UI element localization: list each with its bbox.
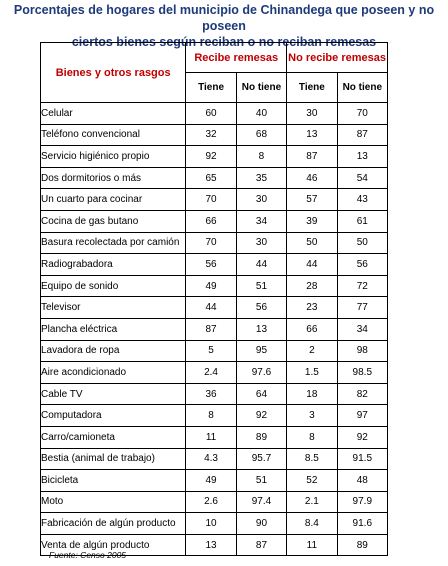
recibe-tiene-cell: 60	[186, 103, 236, 125]
recibe-no-tiene-cell: 56	[236, 297, 286, 319]
recibe-tiene-cell: 13	[186, 534, 236, 556]
recibe-no-tiene-cell: 44	[236, 254, 286, 276]
table-row	[41, 189, 388, 211]
row-label: Plancha eléctrica	[41, 318, 186, 340]
data-table	[40, 42, 388, 556]
subheader-tiene-2: Tiene	[287, 73, 337, 103]
no-recibe-tiene-cell: 2	[287, 340, 337, 362]
recibe-tiene-cell: 65	[186, 167, 236, 189]
no-recibe-no-tiene-cell: 82	[337, 383, 387, 405]
no-recibe-tiene-cell: 1.5	[287, 362, 337, 384]
recibe-tiene-cell: 49	[186, 275, 236, 297]
recibe-no-tiene-cell: 51	[236, 470, 286, 492]
no-recibe-no-tiene-cell: 89	[337, 534, 387, 556]
no-recibe-no-tiene-cell: 50	[337, 232, 387, 254]
recibe-no-tiene-cell: 35	[236, 167, 286, 189]
no-recibe-tiene-cell: 13	[287, 124, 337, 146]
table-row	[41, 210, 388, 232]
no-recibe-tiene-cell: 39	[287, 210, 337, 232]
label-column-header: Bienes y otros rasgos	[41, 43, 186, 103]
recibe-tiene-cell: 11	[186, 426, 236, 448]
title-line-1: Porcentajes de hogares del municipio de Chinandega que poseen y no poseen	[13, 3, 435, 33]
table-row	[41, 513, 388, 535]
no-recibe-tiene-cell: 87	[287, 146, 337, 168]
recibe-no-tiene-cell: 8	[236, 146, 286, 168]
no-recibe-tiene-cell: 23	[287, 297, 337, 319]
no-recibe-tiene-cell: 66	[287, 318, 337, 340]
no-recibe-no-tiene-cell: 56	[337, 254, 387, 276]
table-row	[41, 103, 388, 125]
row-label: Moto	[41, 491, 186, 513]
table-row	[41, 470, 388, 492]
no-recibe-tiene-cell: 3	[287, 405, 337, 427]
table-row	[41, 362, 388, 384]
recibe-tiene-cell: 44	[186, 297, 236, 319]
table-row	[41, 167, 388, 189]
recibe-no-tiene-cell: 92	[236, 405, 286, 427]
row-label: Basura recolectada por camión	[41, 232, 186, 254]
table-row	[41, 448, 388, 470]
row-label: Televisor	[41, 297, 186, 319]
no-recibe-no-tiene-cell: 13	[337, 146, 387, 168]
subheader-no-tiene-1: No tiene	[236, 73, 286, 103]
recibe-no-tiene-cell: 90	[236, 513, 286, 535]
row-label: Lavadora de ropa	[41, 340, 186, 362]
recibe-no-tiene-cell: 97.4	[236, 491, 286, 513]
no-recibe-no-tiene-cell: 91.5	[337, 448, 387, 470]
no-recibe-no-tiene-cell: 72	[337, 275, 387, 297]
recibe-tiene-cell: 8	[186, 405, 236, 427]
no-recibe-tiene-cell: 2.1	[287, 491, 337, 513]
table-row	[41, 340, 388, 362]
recibe-no-tiene-cell: 51	[236, 275, 286, 297]
table-row	[41, 491, 388, 513]
recibe-tiene-cell: 10	[186, 513, 236, 535]
row-label: Celular	[41, 103, 186, 125]
row-label: Servicio higiénico propio	[41, 146, 186, 168]
no-recibe-no-tiene-cell: 97	[337, 405, 387, 427]
recibe-tiene-cell: 70	[186, 232, 236, 254]
no-recibe-tiene-cell: 57	[287, 189, 337, 211]
table-row	[41, 426, 388, 448]
no-recibe-tiene-cell: 18	[287, 383, 337, 405]
row-label: Carro/camioneta	[41, 426, 186, 448]
no-recibe-no-tiene-cell: 43	[337, 189, 387, 211]
recibe-tiene-cell: 56	[186, 254, 236, 276]
recibe-tiene-cell: 32	[186, 124, 236, 146]
row-label: Venta de algún producto	[41, 534, 186, 556]
no-recibe-no-tiene-cell: 98.5	[337, 362, 387, 384]
table-row	[41, 124, 388, 146]
table-row	[41, 275, 388, 297]
no-recibe-tiene-cell: 30	[287, 103, 337, 125]
no-recibe-no-tiene-cell: 34	[337, 318, 387, 340]
no-recibe-no-tiene-cell: 97.9	[337, 491, 387, 513]
row-label: Fabricación de algún producto	[41, 513, 186, 535]
no-recibe-tiene-cell: 28	[287, 275, 337, 297]
recibe-tiene-cell: 70	[186, 189, 236, 211]
recibe-no-tiene-cell: 30	[236, 232, 286, 254]
no-recibe-tiene-cell: 44	[287, 254, 337, 276]
row-label: Aire acondicionado	[41, 362, 186, 384]
recibe-tiene-cell: 36	[186, 383, 236, 405]
no-recibe-tiene-cell: 52	[287, 470, 337, 492]
subheader-no-tiene-2: No tiene	[337, 73, 387, 103]
recibe-tiene-cell: 49	[186, 470, 236, 492]
no-recibe-tiene-cell: 8.5	[287, 448, 337, 470]
recibe-no-tiene-cell: 40	[236, 103, 286, 125]
row-label: Teléfono convencional	[41, 124, 186, 146]
source-note: Fuente: Censo 2005	[49, 550, 127, 560]
subheader-tiene-1: Tiene	[186, 73, 236, 103]
recibe-tiene-cell: 4.3	[186, 448, 236, 470]
recibe-tiene-cell: 2.4	[186, 362, 236, 384]
no-recibe-no-tiene-cell: 98	[337, 340, 387, 362]
recibe-tiene-cell: 5	[186, 340, 236, 362]
row-label: Dos dormitorios o más	[41, 167, 186, 189]
row-label: Cocina de gas butano	[41, 210, 186, 232]
no-recibe-no-tiene-cell: 70	[337, 103, 387, 125]
recibe-no-tiene-cell: 30	[236, 189, 286, 211]
row-label: Un cuarto para cocinar	[41, 189, 186, 211]
no-recibe-no-tiene-cell: 91.6	[337, 513, 387, 535]
table-row	[41, 146, 388, 168]
no-recibe-tiene-cell: 50	[287, 232, 337, 254]
recibe-tiene-cell: 87	[186, 318, 236, 340]
recibe-no-tiene-cell: 95	[236, 340, 286, 362]
no-recibe-no-tiene-cell: 77	[337, 297, 387, 319]
no-recibe-tiene-cell: 8.4	[287, 513, 337, 535]
table-body	[41, 103, 388, 556]
table-row	[41, 297, 388, 319]
row-label: Cable TV	[41, 383, 186, 405]
no-recibe-tiene-cell: 8	[287, 426, 337, 448]
title-line-2: ciertos bienes según reciban o no reciban remesas	[71, 35, 377, 49]
row-label: Bicicleta	[41, 470, 186, 492]
row-label: Bestia (animal de trabajo)	[41, 448, 186, 470]
group-header-recibe: Recibe remesas	[186, 43, 287, 73]
no-recibe-no-tiene-cell: 54	[337, 167, 387, 189]
table-row	[41, 405, 388, 427]
no-recibe-no-tiene-cell: 87	[337, 124, 387, 146]
no-recibe-tiene-cell: 46	[287, 167, 337, 189]
recibe-no-tiene-cell: 13	[236, 318, 286, 340]
recibe-no-tiene-cell: 87	[236, 534, 286, 556]
table-row	[41, 254, 388, 276]
recibe-tiene-cell: 2.6	[186, 491, 236, 513]
recibe-no-tiene-cell: 97.6	[236, 362, 286, 384]
no-recibe-no-tiene-cell: 48	[337, 470, 387, 492]
row-label: Computadora	[41, 405, 186, 427]
row-label: Radiograbadora	[41, 254, 186, 276]
group-header-no-recibe: No recibe remesas	[287, 43, 388, 73]
recibe-no-tiene-cell: 89	[236, 426, 286, 448]
recibe-no-tiene-cell: 95.7	[236, 448, 286, 470]
table-row	[41, 383, 388, 405]
table-row	[41, 318, 388, 340]
recibe-no-tiene-cell: 34	[236, 210, 286, 232]
no-recibe-tiene-cell: 11	[287, 534, 337, 556]
table-row	[41, 232, 388, 254]
recibe-no-tiene-cell: 68	[236, 124, 286, 146]
recibe-no-tiene-cell: 64	[236, 383, 286, 405]
row-label: Equipo de sonido	[41, 275, 186, 297]
recibe-tiene-cell: 66	[186, 210, 236, 232]
no-recibe-no-tiene-cell: 61	[337, 210, 387, 232]
no-recibe-no-tiene-cell: 92	[337, 426, 387, 448]
recibe-tiene-cell: 92	[186, 146, 236, 168]
